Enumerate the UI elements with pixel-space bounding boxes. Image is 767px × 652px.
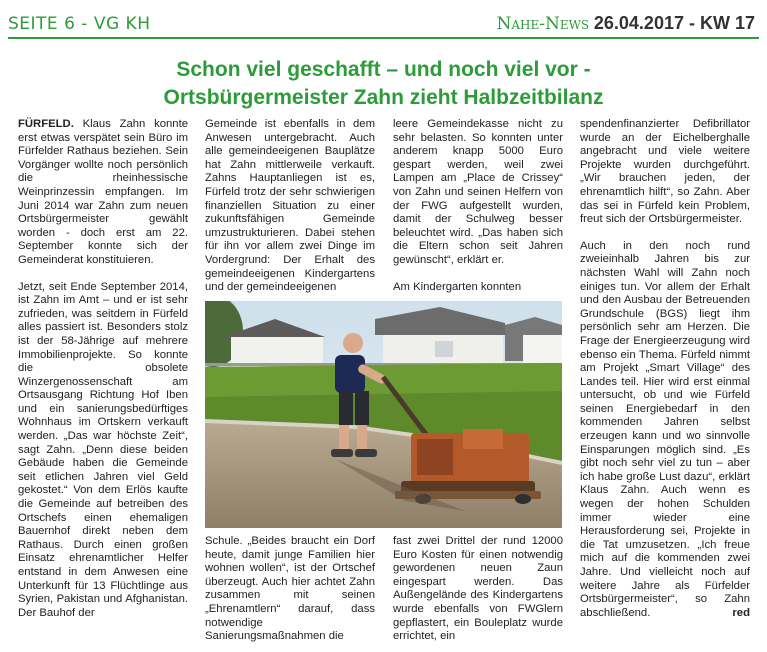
masthead xyxy=(496,13,755,34)
paragraph-text: Auch in den noch rund zweieinhalb Jahren bis zur nächsten Wahl will Zahn noch einiges tun. Vor allem der Erhalt und den Ausbau der Betreuenden Grundschule (BGS) liegt ihm persönlich sehr am Herzen. Die Frage der Energieerzeugung wird ebenso ein Thema. Fürfeld nimmt am Projekt „Smart Village“ des Landes teil. Hier wird erst einmal untersucht, ob und wie Fürfeld seinen Energiebedarf in den kommenden Jahren selbst erzeugen kann und wo sinnvolle Einsparungen möglich sind. „Es gibt noch sehr viel zu tun – aber ich habe große Lust dazu“, erklärt Klaus Zahn. Auch wenn es wegen der hohen Schulden immer wieder eine Herausforderung sei, Projekte in die Tat umzusetzen. „Ich freue mich auf die kommenden zwei Jahre. Und vielleicht noch auf weitere Jahre als Fürfelder Ortsbürgermeister“, so Zahn abschließend. xyxy=(580,239,750,619)
paragraph: Jetzt, seit Ende September 2014, ist Zahn im Amt – und er ist sehr zufrieden, was seitdem in Fürfeld alles passiert ist. Besonders stolz ist der 58-Jährige auf mehrere Immobilienprojekte. So konnte die obsolete Winzergenossenschaft am Ortsausgang Richtung Hof Iben und ein sanierungsbedürftiges Wohnhaus im Ortskern verkauft werden. „Das war höchste Zeit“, sagt Zahn. „Denn diese beiden Gebäude haben die Gemeinde seit etlichen Jahren viel Geld gekostet.“ Von dem Erlös kaufte die Gemeinde auf betreiben des Ortschefs einen ehemaligen Bauernhof direkt neben dem Rathaus. Durch einen großen Einsatz ehrenamtlicher Helfer entstand in dem Anwesen eine Unterkunft für 13 Flüchtlinge aus Syrien, Pakistan und Afghanistan. Der Bauhof der xyxy=(18,280,188,619)
section-label: SEITE 6 - VG KH xyxy=(8,14,151,34)
publication-name: Nahe-News xyxy=(496,14,590,34)
issue-date: 26.04.2017 - KW 17 xyxy=(593,13,755,33)
author-signature: red xyxy=(732,606,750,619)
header-rule xyxy=(8,37,759,39)
column-4 xyxy=(580,118,750,620)
paragraph: Schule. „Beides braucht ein Dorf heute, damit junge Familien hier wohnen wollen“, ist der Ortschef überzeugt. Auch hier achtet Zahn zusammen mit seinen „Ehrenamtlern“ darauf, dass notwendige Sanierungsmaßnahmen die xyxy=(205,535,375,643)
column-2-bottom xyxy=(205,535,375,644)
paragraph: leere Gemeindekasse nicht zu sehr belasten. So konnten unter anderem knapp 5000 Euro gespart werden, weil zwei Lampen am „Place de Crissey“ von Zahn und seinen Helfern von der FWG aufgestellt wurden, damit der Schulweg besser beleuchtet wird. „Das haben sich die Eltern schon seit Jahren gewünscht“, erklärt er. xyxy=(393,118,563,266)
paragraph: Am Kindergarten konnten xyxy=(393,280,522,293)
paragraph: fast zwei Drittel der rund 12000 Euro Kosten für einen notwendig gewordenen neuen Zaun eingespart werden. Das Außengelände des Kindergartens wurde ebenfalls von FWGlern gepflastert, ein Bouleplatz wurde errichtet, ein xyxy=(393,535,563,643)
headline-line-2: Ortsbürgermeister Zahn zieht Halbzeitbilanz xyxy=(163,86,604,109)
paragraph xyxy=(580,240,750,621)
dateline: FÜRFELD. xyxy=(18,118,74,130)
paragraph xyxy=(18,118,188,268)
paragraph-text: Klaus Zahn konnte erst etwas verspätet sein Büro im Fürfelder Rathaus beziehen. Sein Vorgänger wollte noch persönlich die rheinhessische Weinprinzessin empfangen. Im Juni 2014 war Zahn zum neuen Ortsbürgermeister gewählt worden - doch erst am 22. September konnte sich der Gemeinderat konstituieren. xyxy=(18,118,188,266)
article-photo xyxy=(205,301,562,528)
headline-line-1: Schon viel geschafft – und noch viel vor - xyxy=(176,58,591,81)
column-1 xyxy=(18,118,188,620)
column-2-top xyxy=(205,118,375,295)
column-3-top xyxy=(393,118,563,294)
headline xyxy=(0,56,767,112)
paragraph: spendenfinanzierter Defibrillator wurde an der Eichelberghalle angebracht und viele weitere Projekte wurden durchgeführt. „Wir brauchen jeden, der ehrenamtlich hilft“, so Zahn. Aber das sei in Fürfeld kein Problem, freut sich der Ortsbürgermeister. xyxy=(580,118,750,226)
paragraph: Gemeinde ist ebenfalls in dem Anwesen untergebracht. Auch alle gemeindeeigenen Bauplätze hat Zahn mittlerweile verkauft. Zahns Hauptanliegen ist es, Fürfeld trotz der sehr schwierigen finanziellen Situation zu einer zukunftsfähigen Gemeinde umzustrukturieren. Dabei stehen für ihn vor allem zwei Dinge im Vordergrund: Der Erhalt des gemeindeeigenen Kindergartens und der gemeindeeigenen xyxy=(205,118,375,294)
column-3-bottom xyxy=(393,535,563,644)
